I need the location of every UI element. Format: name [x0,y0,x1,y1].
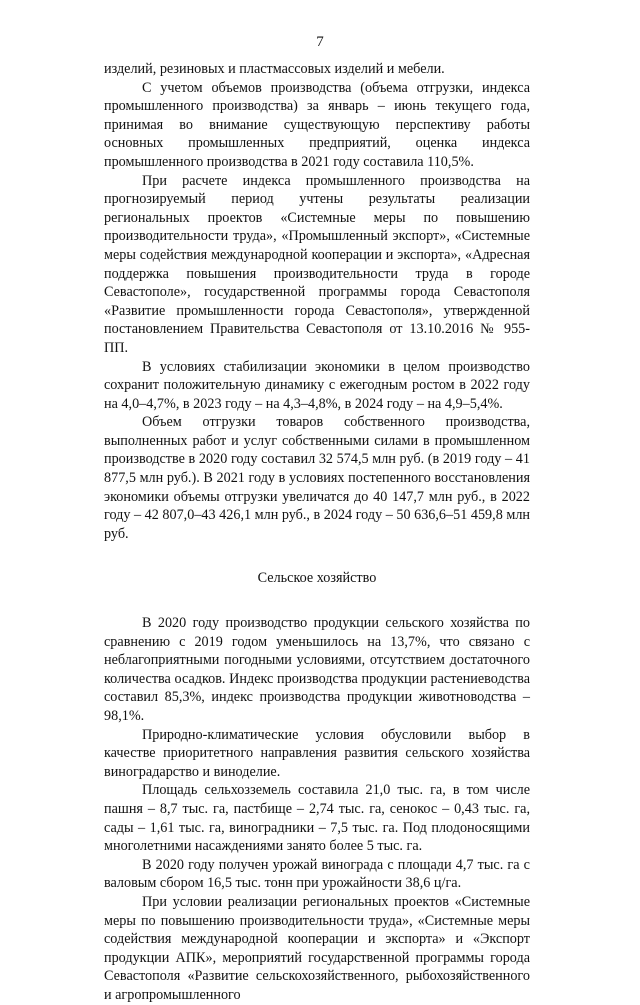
paragraph: Площадь сельхозземель составила 21,0 тыс. га, в том числе пашня – 8,7 тыс. га, пастбище – 2,74 тыс. га, сенокос – 0,43 тыс. га, сады – 1,61 тыс. га, виноградники – 7,5 тыс. га. Под плодоносящими многолетними насаждениями занято более 5 тыс. га. [104,782,530,855]
paragraph: При расчете индекса промышленного производства на прогнозируемый период учтены результаты реализации региональных проектов «Системные меры по повышению производительности труда», «Промышленный экспорт», «Системные меры содействия международной кооперации и экспорта», «Адресная поддержка повышения производительности труда в городе Севастополе», государственной программы города Севастополя «Развитие промышленности города Севастополя», утвержденной постановлением Правительства Севастополя от 13.10.2016 № 955-ПП. [104,172,530,356]
page-number: 7 [316,34,324,50]
paragraph: В 2020 году получен урожай винограда с площади 4,7 тыс. га с валовым сбором 16,5 тыс. тонн при урожайности 38,6 ц/га. [104,856,530,892]
paragraph: При условии реализации региональных проектов «Системные меры по повышению производительности труда», «Системные меры содействия международной кооперации и экспорта» и «Экспорт продукции АПК», мероприятий государственной программы города Севастополя «Развитие сельскохозяйственного, рыбохозяйственного и агропромышленного [104,893,530,1003]
paragraph: В 2020 году производство продукции сельского хозяйства по сравнению с 2019 годом уменьшилось на 13,7%, что связано с неблагоприятными погодными условиями, отсутствием достаточного количества осадков. Индекс производства продукции растениеводства составил 85,3%, индекс производства продукции животноводства – 98,1%. [104,615,530,724]
paragraph: изделий, резиновых и пластмассовых изделий и мебели. [104,61,445,77]
document-body [104,60,530,1005]
paragraph: С учетом объемов производства (объема отгрузки, индекса промышленного производства) за январь – июнь текущего года, принимая во внимание существующую перспективу работы основных промышленных предприятий, оценка индекса промышленного производства в 2021 году составила 110,5%. [104,79,530,170]
paragraph: Объем отгрузки товаров собственного производства, выполненных работ и услуг собственными силами в промышленном производстве в 2020 году составил 32 574,5 млн руб. (в 2019 году – 41 877,5 млн руб.). В 2021 году в условиях постепенного восстановления экономики объемы отгрузки увеличатся до 40 147,7 млн руб., в 2022 году – 42 807,0–43 426,1 млн руб., в 2024 году – 50 636,6–51 459,8 млн руб. [104,414,530,542]
section-heading: Сельское хозяйство [257,570,377,587]
paragraph: В условиях стабилизации экономики в целом производство сохранит положительную динамику с ежегодным ростом в 2022 году на 4,0–4,7%, в 2023 году – на 4,3–4,8%, в 2024 году – на 4,9–5,4%. [104,358,530,412]
paragraph: Природно-климатические условия обусловили выбор в качестве приоритетного направления развития сельского хозяйства виноградарство и виноделие. [104,726,530,780]
